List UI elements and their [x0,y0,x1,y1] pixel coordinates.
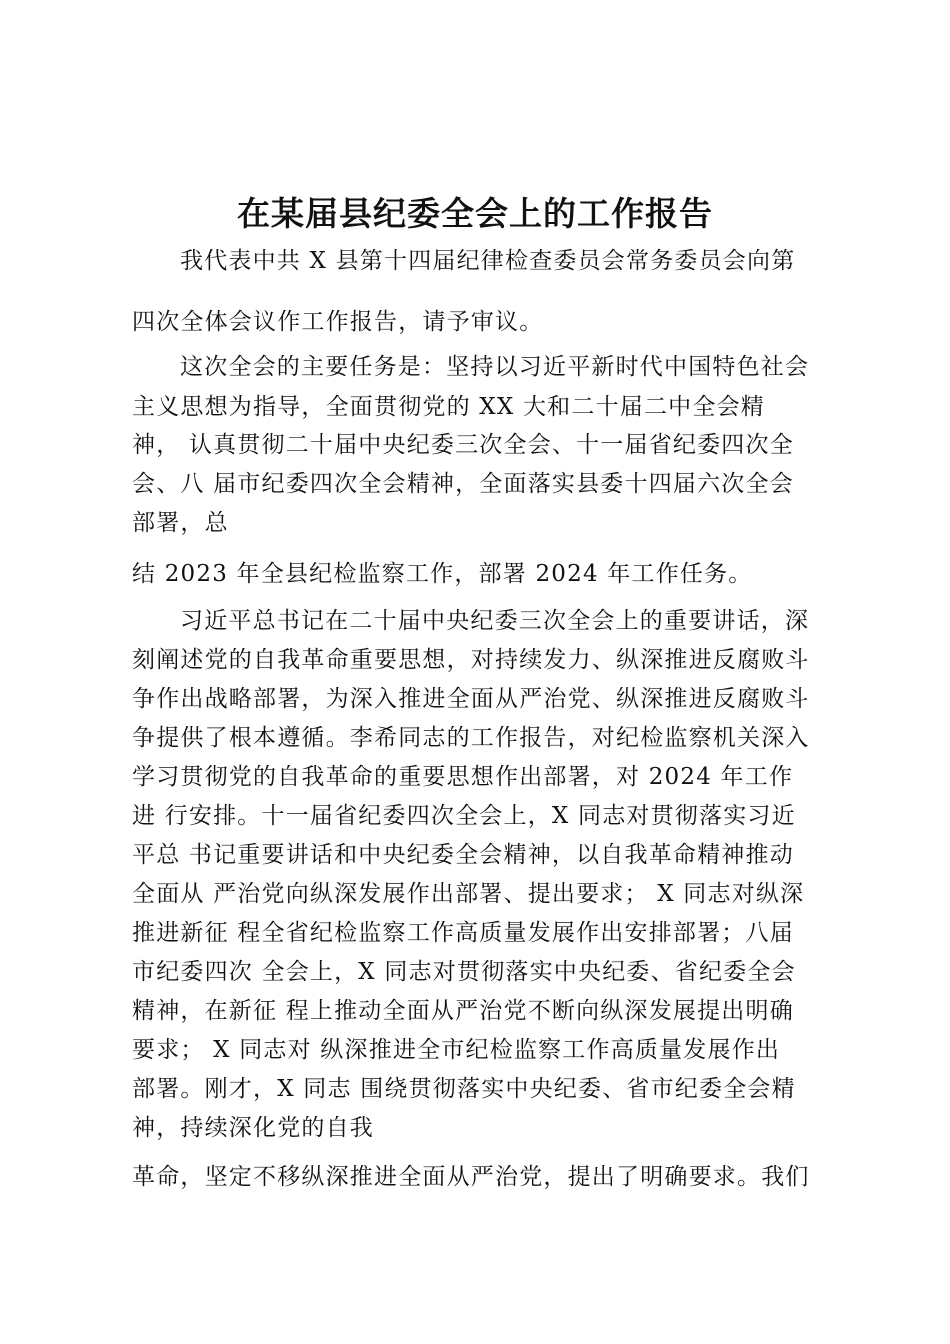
paragraph-line: 这次全会的主要任务是：坚持以习近平新时代中国特色社会 [180,354,810,380]
paragraph-line: 习近平总书记在二十届中央纪委三次全会上的重要讲话，深 [180,608,810,634]
paragraph-line: 我代表中共 X 县第十四届纪律检查委员会常务委员会向第 [180,248,796,274]
paragraph-line: 神， 认真贯彻二十届中央纪委三次全会、十一届省纪委四次全 [132,432,794,458]
paragraph-line: 部署，总 [132,510,229,536]
paragraph-line: 市纪委四次 全会上，X 同志对贯彻落实中央纪委、省纪委全会 [132,959,796,985]
paragraph-line: 四次全体会议作工作报告，请予审议。 [132,309,544,335]
paragraph-line: 全面从 严治党向纵深发展作出部署、提出要求； X 同志对纵深 [132,881,805,907]
paragraph-line: 学习贯彻党的自我革命的重要思想作出部署，对 2024 年工作 [132,764,794,790]
paragraph-line: 刻阐述党的自我革命重要思想，对持续发力、纵深推进反腐败斗 [132,647,810,673]
paragraph-line: 部署。刚才，X 同志 围绕贯彻落实中央纪委、省市纪委全会精 [132,1076,796,1102]
paragraph-line: 神，持续深化党的自我 [132,1115,374,1141]
paragraph-line: 平总 书记重要讲话和中央纪委全会精神，以自我革命精神推动 [132,842,794,868]
paragraph-line: 结 2023 年全县纪检监察工作，部署 2024 年工作任务。 [132,561,753,587]
document-title: 在某届县纪委全会上的工作报告 [237,194,713,233]
paragraph-line: 推进新征 程全省纪检监察工作高质量发展作出安排部署；八届 [132,920,794,946]
paragraph-line: 会、八 届市纪委四次全会精神，全面落实县委十四届六次全会 [132,471,794,497]
paragraph-line: 进 行安排。十一届省纪委四次全会上，X 同志对贯彻落实习近 [132,803,796,829]
paragraph-line: 争作出战略部署，为深入推进全面从严治党、纵深推进反腐败斗 [132,686,810,712]
paragraph-line: 主义思想为指导，全面贯彻党的 XX 大和二十届二中全会精 [132,394,765,420]
paragraph-line: 要求； X 同志对 纵深推进全市纪检监察工作高质量发展作出 [132,1037,781,1063]
paragraph-line: 争提供了根本遵循。李希同志的工作报告，对纪检监察机关深入 [132,725,810,751]
paragraph-line: 革命，坚定不移纵深推进全面从严治党，提出了明确要求。我们 [132,1164,810,1190]
paragraph-line: 精神，在新征 程上推动全面从严治党不断向纵深发展提出明确 [132,998,794,1024]
